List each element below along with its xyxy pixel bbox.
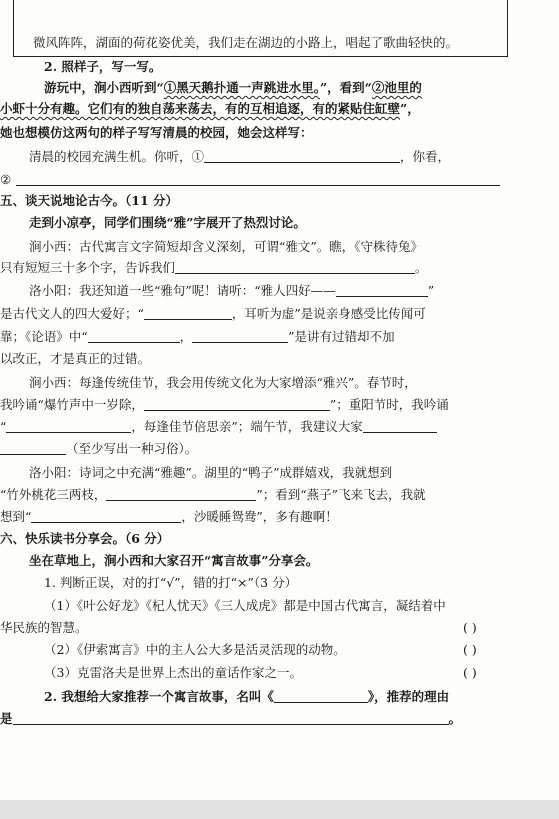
q2-answer-line2: ② — [0, 172, 12, 187]
example-box-text: 微风阵阵，湖面的荷花姿优美，我们走在湖边的小路上，唱起了歌曲轻快的。 — [33, 35, 459, 50]
s5-blank-swallow[interactable] — [31, 508, 181, 523]
q2-paragraph-line2: 小虾十分有趣。它们有的独自荡来荡去，有的互相追逐，有的紧贴住缸壁”， — [0, 101, 420, 116]
s6-q2-line1: 2. 我想给大家推荐一个寓言故事，名叫《 》，推荐的理由 — [44, 689, 450, 704]
s5-blank-chongyang[interactable] — [6, 418, 131, 433]
q2-blank-2[interactable] — [16, 185, 500, 186]
s5-line10: （至少写出一种习俗）。 — [0, 440, 197, 458]
s5-line1: 涧小西：古代寓言文字简短却含义深刻，可谓“雅文”。瞧，《守株待兔》 — [29, 239, 424, 254]
q2-blank-1[interactable] — [204, 148, 400, 163]
s5-blank-four-hobbies[interactable] — [336, 282, 428, 297]
section5-title: 五、谈天说地论古今。（11 分） — [0, 193, 178, 208]
page-bottom-edge — [0, 800, 559, 819]
s5-line11: 洛小阳：诗词之中充满“雅趣”。湖里的“鸭子”成群嬉戏，我就想到 — [29, 465, 393, 480]
s6-blank-reason[interactable] — [13, 710, 449, 725]
s6-q2-line2: 是 。 — [0, 711, 462, 726]
s6-item3-answer-paren[interactable]: ( ) — [463, 665, 477, 680]
s5-line3: 洛小阳：我还知道一些“雅句”呢！请听：“雅人四好—— ” — [29, 283, 435, 298]
s6-blank-story-name[interactable] — [274, 688, 368, 703]
q2-paragraph-line1: 游玩中，涧小西听到“①黑天鹅扑通一声跳进水里。”，看到“②池里的 — [44, 80, 422, 95]
section6-intro: 坐在草地上，涧小西和大家召开“寓言故事”分享会。 — [29, 553, 319, 568]
s6-item1-answer-paren[interactable]: ( ) — [463, 620, 477, 635]
s5-line7: 涧小西：每逢传统佳节，我会用传统文化为大家增添“雅兴”。春节时， — [29, 375, 417, 390]
s5-blank-duanwu-cont[interactable] — [0, 440, 66, 455]
s6-item2-answer-paren[interactable]: ( ) — [463, 642, 477, 657]
s5-blank-lunyu-1[interactable] — [88, 328, 180, 343]
s5-blank-peach[interactable] — [106, 486, 256, 501]
section6-title: 六、快乐读书分享会。（6 分） — [0, 531, 170, 546]
s5-blank-moral[interactable] — [175, 259, 415, 274]
s6-item1-line2: 华民族的智慧。 — [0, 620, 88, 635]
s6-item2: （2）《伊索寓言》中的主人公大多是活灵活现的动物。 — [44, 642, 346, 657]
s5-blank-duanwu[interactable] — [363, 418, 437, 433]
s5-line6: 以改正，才是真正的过错。 — [0, 351, 151, 366]
s5-line5: 靠；《论语》中“ ， ”是讲有过错却不加 — [0, 329, 395, 344]
s5-line2: 只有短短三十多个字，告诉我们 。 — [0, 260, 428, 275]
s6-item3: （3）克雷洛夫是世界上杰出的童话作家之一。 — [44, 665, 302, 680]
s5-line8: 我吟诵“爆竹声中一岁除， ”；重阳节时，我吟诵 — [0, 397, 449, 412]
s5-line12: “竹外桃花三两枝， ”；看到“燕子”飞来飞去，我就 — [0, 487, 426, 502]
s5-blank-seeing[interactable] — [144, 305, 232, 320]
q2-paragraph-line3: 她也想模仿这两句的样子写写清晨的校园，她会这样写： — [0, 125, 313, 140]
s6-item1-line1: （1）《叶公好龙》《杞人忧天》《三人成虎》都是中国古代寓言，凝结着中 — [44, 598, 446, 613]
q2-answer-line1: 清晨的校园充满生机。你听，① ，你看， — [29, 149, 451, 164]
s5-line13: 想到“ ，沙暖睡鸳鸯”，多有趣啊！ — [0, 509, 338, 524]
q2-title: 2. 照样子，写一写。 — [44, 59, 162, 74]
s5-line9: “ ，每逢佳节倍思亲”；端午节，我建议大家 — [0, 418, 437, 436]
section5-intro: 走到小凉亭，同学们围绕“雅”字展开了热烈讨论。 — [29, 215, 306, 230]
s6-q1-title: 1. 判断正误，对的打“√”，错的打“×”（3 分） — [44, 575, 298, 590]
s5-line4: 是古代文人的四大爱好；“ ，耳听为虚”是说亲身感受比传闻可 — [0, 306, 426, 321]
s5-blank-lunyu-2[interactable] — [192, 328, 288, 343]
s5-blank-spring[interactable] — [144, 396, 330, 411]
